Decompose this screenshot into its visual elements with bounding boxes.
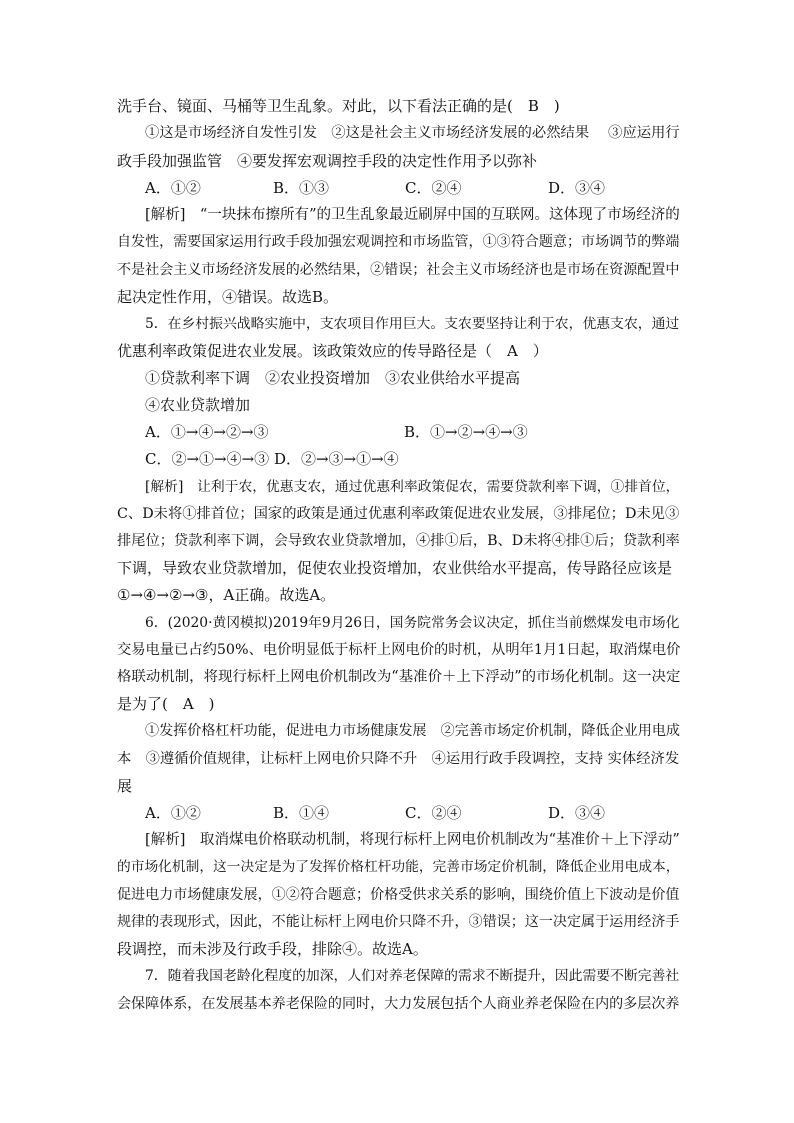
q5-explanation-line-3: 排尾位；贷款利率下调，会导致农业贷款增加，④排①后，B、D未将④排①后；贷款利率 (117, 533, 680, 549)
q6-statements-line-1: ①发挥价格杠杆功能，促进电力市场健康发展 ②完善市场定价机制，降低企业用电成 (145, 723, 680, 739)
q6-explanation-line-2: 的市场化机制，这一决定是为了发挥价格杠杆功能，完善市场定价机制，降低企业用电成本， (117, 859, 680, 875)
q6-statements-line-3: 展 (117, 777, 133, 795)
q4-option-a: A．①② (145, 179, 201, 197)
q6-option-b: B．①④ (273, 804, 330, 822)
q6-option-d: D．③④ (548, 804, 606, 822)
q4-stem-continuation: 洗手台、镜面、马桶等卫生乱象。对此，以下看法正确的是( B ) (117, 97, 560, 115)
q6-explanation-line-1: [解析] 取消煤电价格联动机制，将现行标杆上网电价机制改为“基准价＋上下浮动” (145, 832, 680, 848)
q4-option-c: C．②④ (405, 179, 462, 197)
q5-options-c-d: C．②→①→④→③ D．②→③→①→④ (145, 450, 399, 468)
q5-option-a: A．①→④→②→③ (145, 423, 269, 441)
q6-explanation-line-3: 促进电力市场健康发展，①②符合题意；价格受供求关系的影响，围绕价值上下波动是价值 (117, 887, 680, 903)
q5-stem-line-2: 优惠利率政策促进农业发展。该政策效应的传导路径是（ A ） (117, 342, 548, 360)
q5-explanation-line-5: ①→④→②→③，A正确。故选A。 (117, 586, 336, 604)
q5-explanation-line-2: C、D未将①排首位；国家的政策是通过优惠利率政策促进农业发展，③排尾位；D未见③ (117, 506, 680, 522)
q4-option-d: D．③④ (548, 179, 606, 197)
q4-options (145, 178, 605, 198)
q5-stem-line-1: 5．在乡村振兴战略实施中，支农项目作用巨大。支农要坚持让利于农，优惠支农，通过 (145, 316, 680, 332)
q5-option-b: B．①→②→④→③ (404, 423, 528, 441)
q4-statements-line-1: ①这是市场经济自发性引发 ②这是社会主义市场经济发展的必然结果 ③应运用行 (145, 125, 680, 141)
q6-explanation-line-5: 段调控，而未涉及行政手段，排除④。故选A。 (117, 940, 428, 958)
q6-statements-line-2: 本 ③遵循价值规律，让标杆上网电价只降不升 ④运用行政手段调控，支持 实体经济发 (117, 751, 680, 767)
q5-explanation-line-1: [解析] 让利于农，优惠支农，通过优惠利率政策促农，需要贷款利率下调，①排首位， (145, 479, 680, 495)
q6-stem-line-2: 交易电量已占约50%、电价明显低于标杆上网电价的时机，从明年1月1日起，取消煤电价 (117, 642, 681, 658)
q6-stem-line-4: 是为了( A ) (117, 695, 215, 713)
q4-statements-line-2: 政手段加强监管 ④要发挥宏观调控手段的决定性作用予以弥补 (117, 152, 538, 170)
q6-stem-line-1: 6．(2020·黄冈模拟)2019年9月26日，国务院常务会议决定，抓住当前燃煤发电市场化 (145, 615, 680, 631)
q4-explanation-line-4: 起决定性作用，④错误。故选B。 (117, 288, 339, 306)
q7-stem-line-1: 7．随着我国老龄化程度的加深，人们对养老保障的需求不断提升，因此需要不断完善社 (145, 968, 680, 984)
q4-explanation-line-1: [解析] “一块抹布擦所有”的卫生乱象最近刷屏中国的互联网。这体现了市场经济的 (145, 207, 680, 223)
q6-options (145, 803, 605, 823)
q4-option-b: B．①③ (273, 179, 330, 197)
q6-option-a: A．①② (145, 804, 201, 822)
q5-explanation-line-4: 下调，导致农业贷款增加，促使农业投资增加，农业供给水平提高，传导路径应该是 (117, 559, 673, 577)
q7-stem-line-2: 会保障体系，在发展基本养老保险的同时，大力发展包括个人商业养老保险在内的多层次养 (117, 996, 680, 1012)
q4-explanation-line-3: 不是社会主义市场经济发展的必然结果，②错误；社会主义市场经济也是市场在资源配置中 (117, 262, 680, 278)
q5-statements-line-1: ①贷款利率下调 ②农业投资增加 ③农业供给水平提高 (145, 369, 521, 387)
q5-statements-line-2: ④农业贷款增加 (145, 396, 251, 414)
q6-explanation-line-4: 规律的表现形式，因此，不能让标杆上网电价只降不升，③错误；这一决定属于运用经济手 (117, 914, 680, 930)
q6-option-c: C．②④ (405, 804, 462, 822)
q6-stem-line-3: 格联动机制，将现行标杆上网电价机制改为“基准价＋上下浮动”的市场化机制。这一决定 (117, 669, 681, 685)
q4-explanation-line-2: 自发性，需要国家运用行政手段加强宏观调控和市场监管，①③符合题意；市场调节的弊端 (117, 234, 680, 250)
